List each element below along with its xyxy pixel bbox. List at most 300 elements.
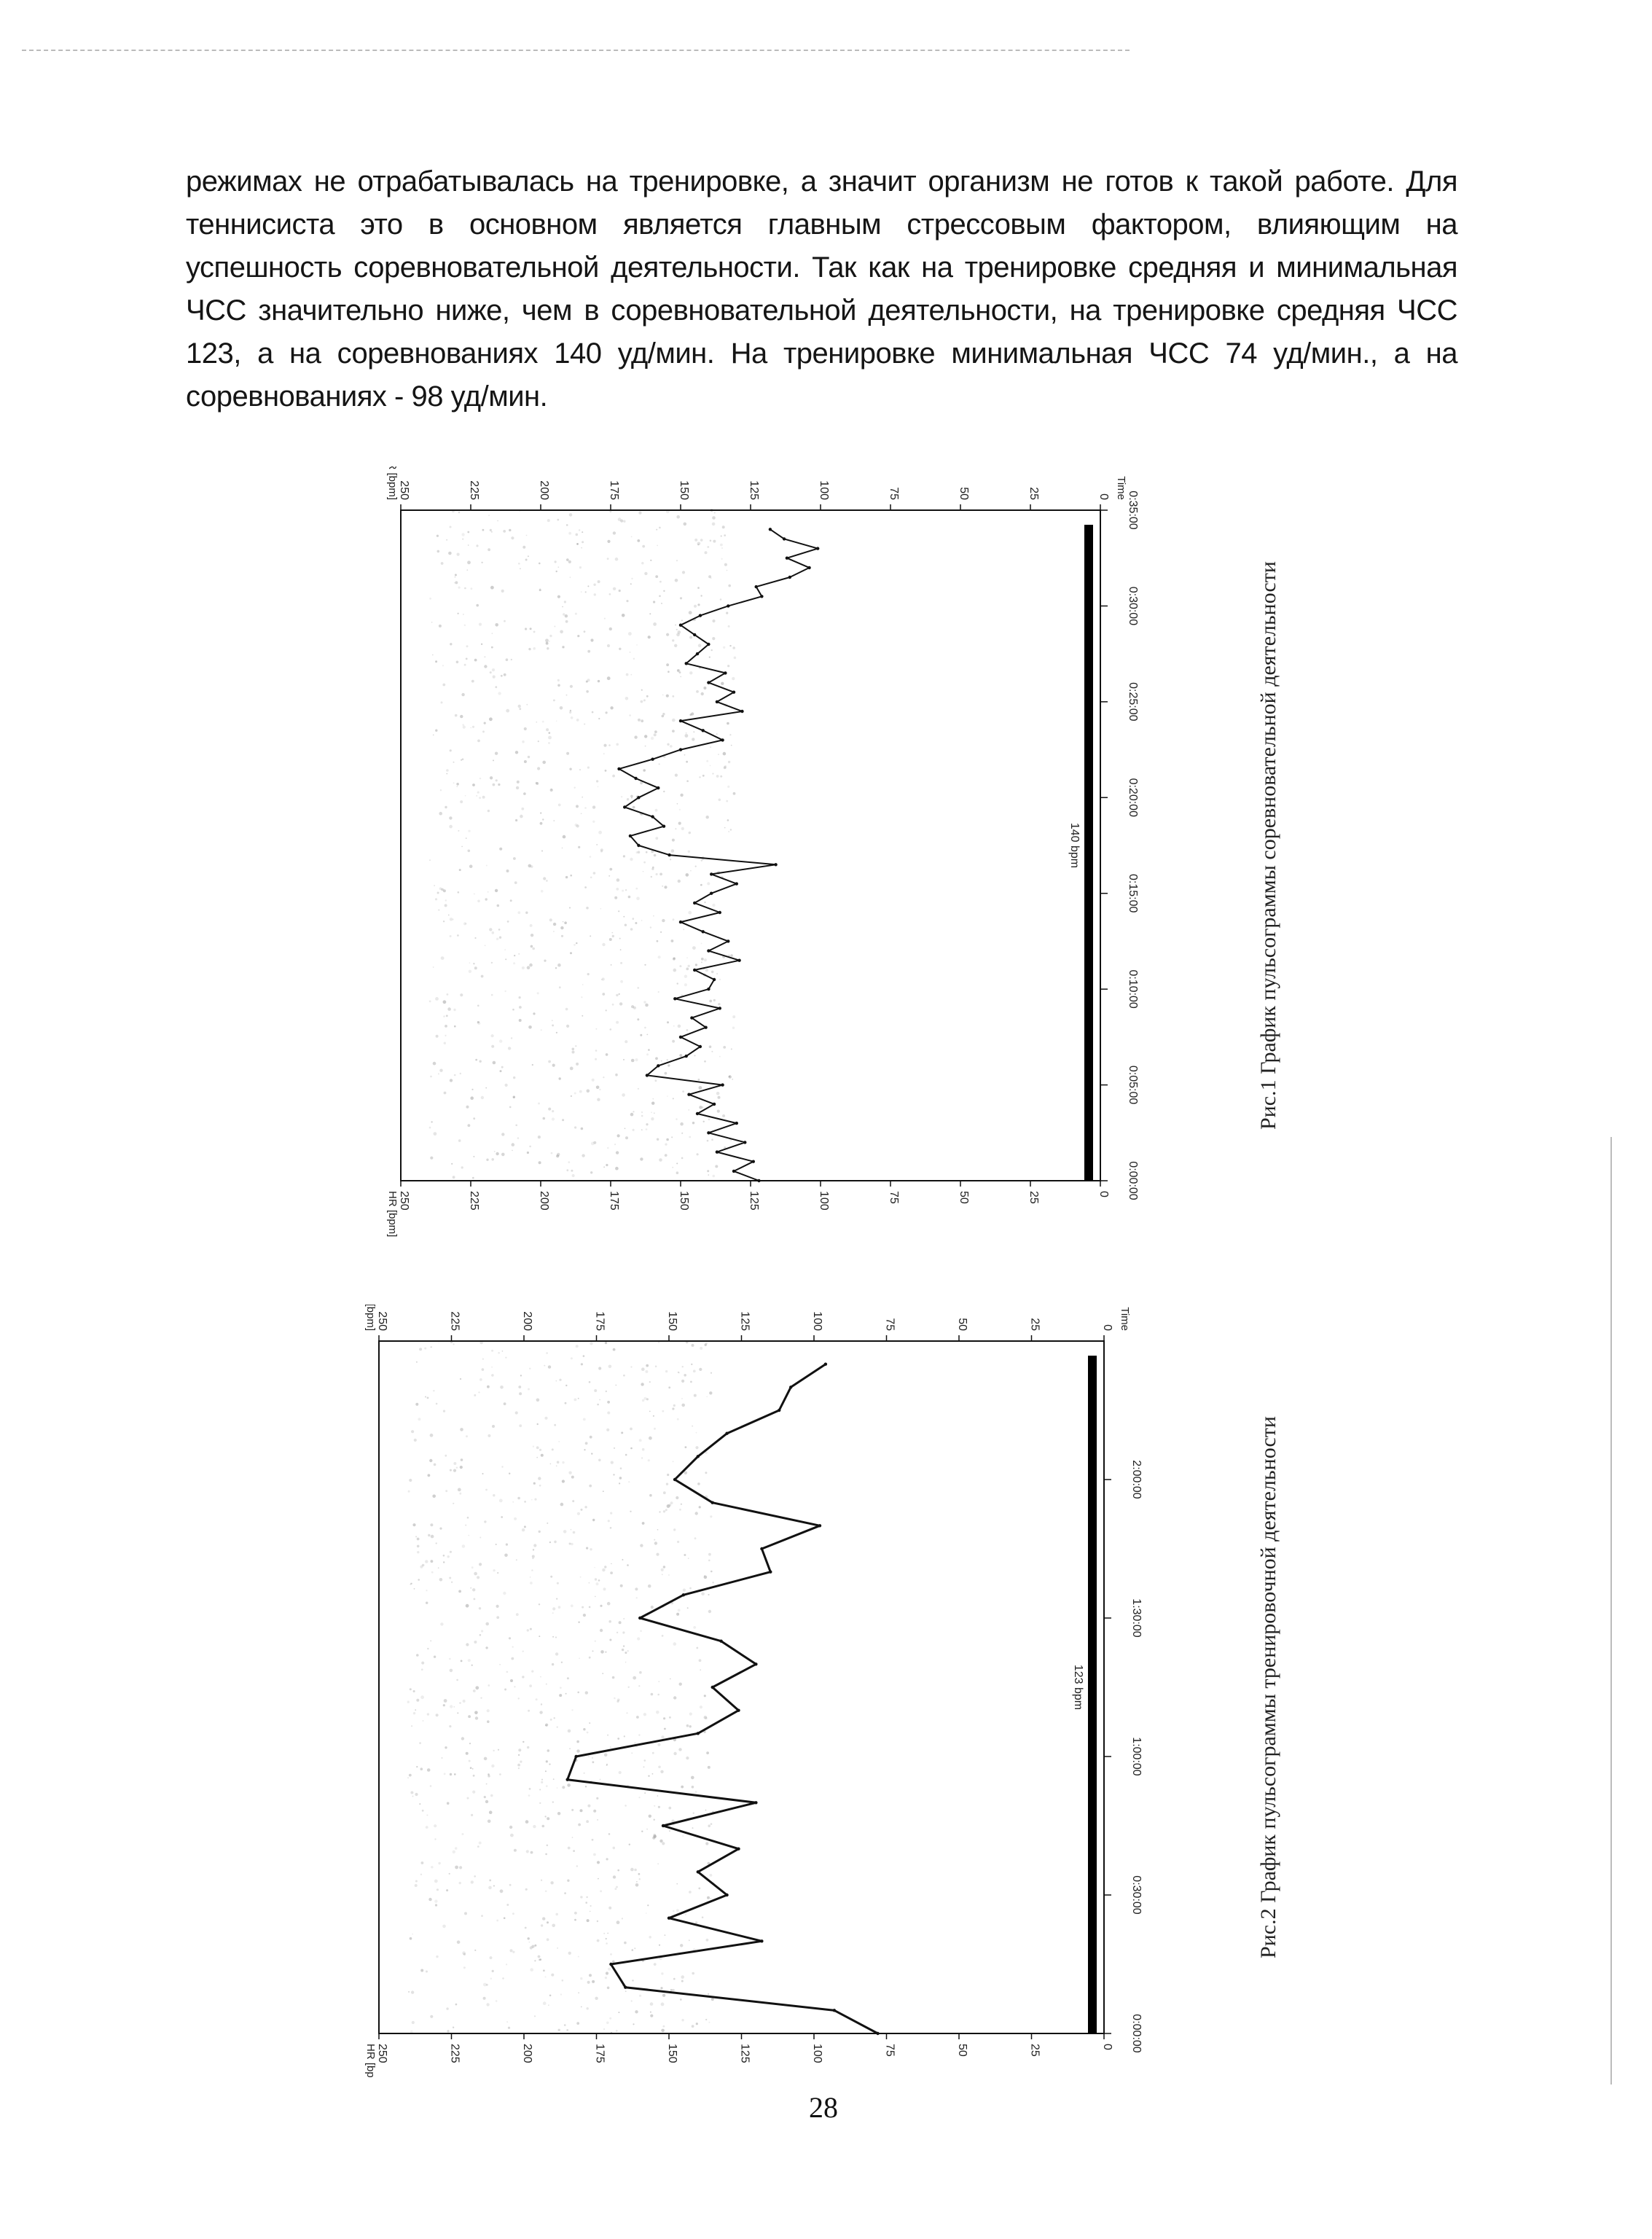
- noise-dot: [679, 965, 681, 967]
- noise-dot: [669, 1504, 672, 1507]
- hr-tick-label-bottom: 0: [1101, 2044, 1113, 2050]
- hr-point: [668, 1917, 670, 1920]
- noise-dot: [509, 1637, 511, 1639]
- noise-dot: [530, 924, 533, 927]
- noise-dot: [626, 673, 629, 676]
- noise-dot: [587, 2007, 589, 2009]
- noise-dot: [595, 1596, 596, 1598]
- noise-dot: [526, 1850, 529, 1853]
- noise-dot: [493, 759, 494, 761]
- hr-tick-label-bottom: 25: [1028, 2044, 1041, 2057]
- hr-point: [721, 1083, 724, 1086]
- noise-dot: [503, 1592, 506, 1595]
- noise-dot: [612, 935, 614, 937]
- figure-caption: Рис.2 График пульсограммы тренировочной деятельности: [1256, 1416, 1280, 1958]
- noise-dot: [482, 796, 485, 799]
- noise-dot: [557, 595, 560, 598]
- noise-dot: [426, 1826, 428, 1829]
- hr-point: [724, 671, 727, 674]
- noise-dot: [678, 1748, 681, 1751]
- noise-dot: [552, 1801, 554, 1802]
- hr-point: [769, 1571, 772, 1574]
- noise-dot: [640, 1630, 642, 1633]
- time-tick-label: 2:00:00: [1130, 1460, 1143, 1499]
- noise-dot: [564, 601, 566, 603]
- noise-dot: [677, 803, 678, 805]
- noise-dot: [465, 795, 466, 797]
- noise-dot: [728, 831, 729, 832]
- noise-dot: [493, 1569, 496, 1571]
- noise-dot: [434, 1899, 437, 1902]
- noise-dot: [657, 545, 658, 547]
- time-tick-label: 0:10:00: [1127, 969, 1139, 1009]
- noise-dot: [712, 904, 715, 907]
- noise-dot: [574, 1093, 576, 1095]
- noise-dot: [505, 1357, 506, 1359]
- noise-dot: [525, 628, 527, 630]
- hr-point: [657, 786, 659, 789]
- noise-dot: [473, 963, 474, 964]
- noise-dot: [547, 519, 550, 522]
- noise-dot: [649, 1381, 651, 1383]
- noise-dot: [421, 1668, 423, 1671]
- time-tick-label: 0:25:00: [1127, 682, 1139, 722]
- noise-dot: [493, 1886, 495, 1887]
- noise-dot: [684, 1374, 686, 1377]
- noise-dot: [453, 1706, 455, 1708]
- noise-dot: [460, 993, 463, 996]
- noise-dot: [428, 1534, 430, 1536]
- noise-dot: [568, 1472, 571, 1474]
- noise-dot: [616, 994, 618, 996]
- noise-dot: [682, 1090, 684, 1093]
- noise-dot: [590, 1171, 592, 1173]
- noise-dot: [606, 1164, 608, 1166]
- noise-dot: [635, 922, 637, 924]
- noise-dot: [657, 1138, 659, 1141]
- noise-dot: [630, 795, 633, 798]
- noise-dot: [658, 956, 661, 958]
- noise-dot: [408, 1991, 410, 1993]
- noise-dot: [466, 645, 469, 647]
- noise-dot: [546, 728, 549, 731]
- noise-dot: [701, 1593, 705, 1596]
- noise-dot: [638, 512, 641, 515]
- noise-dot: [598, 1579, 600, 1582]
- y-axis-label-bottom: HR [bpm]: [386, 1191, 399, 1238]
- noise-dot: [469, 970, 471, 973]
- noise-dot: [612, 1961, 615, 1963]
- noise-dot: [436, 1955, 438, 1958]
- noise-dot: [600, 1605, 602, 1607]
- noise-dot: [632, 1980, 633, 1981]
- noise-dot: [606, 1009, 607, 1011]
- noise-dot: [711, 1051, 713, 1052]
- plot-frame: [401, 510, 1100, 1181]
- noise-dot: [446, 1015, 448, 1017]
- noise-dot: [472, 1177, 474, 1179]
- noise-dot: [455, 581, 458, 584]
- noise-dot: [479, 1378, 482, 1381]
- hr-tick-label-bottom: 250: [398, 1191, 410, 1211]
- noise-dot: [727, 722, 729, 725]
- hr-tick-label-top: 125: [738, 1311, 751, 1331]
- noise-dot: [676, 633, 680, 637]
- noise-dot: [479, 797, 481, 799]
- hr-point: [707, 949, 710, 952]
- noise-dot: [727, 819, 729, 821]
- noise-dot: [481, 1630, 483, 1632]
- noise-dot: [522, 1651, 524, 1652]
- time-tick-label: 0:30:00: [1130, 1875, 1143, 1915]
- noise-dot: [447, 1007, 451, 1011]
- noise-dot: [409, 1479, 412, 1482]
- noise-dot: [691, 1776, 694, 1780]
- noise-dot: [695, 964, 697, 966]
- noise-dot: [576, 534, 579, 536]
- noise-dot: [589, 1722, 590, 1724]
- noise-dot: [641, 1831, 643, 1832]
- noise-dot: [569, 1543, 571, 1545]
- noise-dot: [495, 752, 498, 755]
- noise-dot: [474, 894, 475, 895]
- noise-dot: [539, 1958, 541, 1961]
- noise-dot: [470, 1096, 474, 1100]
- noise-dot: [432, 654, 434, 656]
- noise-dot: [619, 938, 621, 939]
- noise-dot: [586, 1896, 588, 1899]
- noise-dot: [600, 848, 603, 851]
- noise-dot: [623, 1645, 625, 1646]
- noise-dot: [460, 715, 463, 718]
- noise-dot: [477, 1845, 479, 1848]
- noise-dot: [625, 1128, 626, 1130]
- hr-point: [725, 1894, 728, 1896]
- noise-dot: [700, 1347, 702, 1350]
- body-paragraph: режимах не отрабатывалась на тренировке, а значит организм не готов к такой работе. Для теннисиста это в основном является главным стрессовым фактором, влияющим на успешность соревновательной деятельности. Так как на тренировке средняя и минимальная ЧСС значительно ниже, чем в соревновательной деятельности, на тренировке средняя ЧСС 123, а на соревнованиях 140 уд/мин. На тренировке минимальная ЧСС 74 уд/мин., а на соревнованиях - 98 уд/мин.: [186, 165, 1457, 413]
- noise-dot: [443, 1410, 445, 1412]
- noise-dot: [525, 1820, 529, 1824]
- noise-dot: [592, 1519, 595, 1521]
- noise-dot: [596, 780, 598, 782]
- noise-dot: [656, 529, 657, 531]
- noise-dot: [609, 628, 612, 630]
- noise-dot: [557, 1812, 560, 1815]
- noise-dot: [705, 551, 708, 554]
- hr-point: [760, 1547, 763, 1550]
- noise-dot: [614, 1888, 616, 1890]
- noise-dot: [480, 1697, 482, 1699]
- noise-dot: [546, 1684, 547, 1685]
- noise-dot: [685, 1446, 687, 1448]
- noise-dot: [512, 1009, 514, 1011]
- noise-dot: [563, 646, 565, 649]
- noise-dot: [665, 1370, 668, 1372]
- noise-dot: [470, 1767, 472, 1769]
- noise-dot: [719, 799, 721, 802]
- hr-point: [690, 1016, 693, 1019]
- noise-dot: [515, 1411, 518, 1414]
- noise-dot: [707, 546, 709, 548]
- noise-dot: [594, 1567, 595, 1568]
- noise-dot: [562, 1980, 564, 1982]
- noise-dot: [659, 1158, 662, 1162]
- noise-dot: [631, 578, 633, 579]
- hr-point: [702, 930, 705, 933]
- noise-dot: [734, 657, 737, 660]
- noise-dot: [557, 1727, 558, 1728]
- noise-dot: [645, 1004, 649, 1007]
- noise-dot: [479, 1563, 482, 1566]
- noise-dot: [529, 1368, 531, 1369]
- noise-dot: [610, 1512, 612, 1515]
- time-bar: [1084, 525, 1093, 1181]
- noise-dot: [475, 1686, 479, 1689]
- noise-dot: [702, 1916, 704, 1918]
- noise-dot: [609, 1639, 611, 1641]
- noise-dot: [678, 1025, 681, 1028]
- noise-dot: [695, 866, 697, 867]
- noise-dot: [476, 544, 478, 547]
- noise-dot: [602, 1568, 605, 1571]
- noise-dot: [690, 1381, 692, 1383]
- noise-dot: [634, 1947, 635, 1949]
- noise-dot: [659, 1945, 660, 1946]
- noise-dot: [620, 1467, 622, 1469]
- noise-dot: [721, 547, 723, 549]
- noise-dot: [538, 1103, 540, 1105]
- noise-dot: [438, 1342, 439, 1343]
- noise-dot: [525, 1927, 527, 1929]
- noise-dot: [619, 993, 620, 995]
- noise-dot: [581, 1128, 584, 1130]
- noise-dot: [607, 644, 610, 647]
- noise-dot: [541, 851, 543, 852]
- noise-dot: [464, 625, 466, 626]
- noise-dot: [484, 722, 486, 724]
- noise-dot: [455, 574, 457, 576]
- noise-dot: [453, 782, 455, 784]
- noise-dot: [418, 1579, 420, 1581]
- noise-dot: [532, 1555, 535, 1558]
- noise-dot: [651, 1111, 652, 1113]
- noise-dot: [533, 1012, 535, 1015]
- noise-dot: [597, 1920, 598, 1922]
- noise-dot: [445, 1035, 446, 1036]
- noise-dot: [450, 935, 452, 937]
- noise-dot: [663, 1491, 666, 1494]
- noise-dot: [609, 938, 612, 941]
- hr-point: [637, 844, 640, 847]
- noise-dot: [646, 1034, 648, 1036]
- noise-dot: [437, 1888, 439, 1891]
- noise-dot: [591, 1453, 592, 1454]
- noise-dot: [437, 550, 440, 553]
- noise-dot: [587, 1919, 590, 1922]
- noise-dot: [610, 1028, 612, 1031]
- hr-point: [713, 1103, 716, 1106]
- noise-dot: [701, 958, 704, 961]
- noise-dot: [477, 1576, 479, 1579]
- hr-point: [711, 1686, 714, 1689]
- noise-dot: [470, 727, 471, 729]
- noise-dot: [553, 700, 555, 702]
- noise-dot: [502, 1351, 504, 1352]
- hr-point: [737, 1848, 740, 1851]
- noise-dot: [679, 1054, 682, 1057]
- noise-dot: [594, 593, 596, 595]
- noise-dot: [431, 1346, 432, 1348]
- noise-dot: [547, 1938, 549, 1941]
- noise-dot: [541, 1454, 544, 1457]
- noise-dot: [491, 646, 493, 649]
- noise-dot: [671, 939, 674, 942]
- noise-dot: [454, 1025, 456, 1028]
- noise-dot: [598, 831, 602, 835]
- noise-dot: [458, 613, 459, 614]
- noise-dot: [662, 919, 665, 922]
- noise-dot: [681, 1133, 683, 1134]
- noise-dot: [410, 1583, 412, 1585]
- noise-dot: [629, 1844, 630, 1845]
- noise-dot: [681, 2019, 684, 2021]
- hr-tick-label-top: 200: [538, 480, 550, 500]
- noise-dot: [531, 1671, 533, 1673]
- noise-dot: [522, 1741, 524, 1743]
- noise-dot: [629, 714, 631, 716]
- noise-dot: [673, 1696, 676, 1699]
- noise-dot: [625, 924, 627, 926]
- noise-dot: [595, 1050, 598, 1052]
- noise-dot: [549, 1541, 551, 1543]
- noise-dot: [569, 907, 571, 909]
- noise-dot: [495, 623, 498, 627]
- noise-dot: [671, 1136, 673, 1138]
- noise-dot: [710, 1898, 712, 1899]
- noise-dot: [545, 1770, 547, 1772]
- noise-dot: [622, 1649, 624, 1651]
- noise-dot: [616, 743, 619, 746]
- noise-dot: [694, 1055, 695, 1056]
- noise-dot: [468, 544, 469, 546]
- noise-dot: [509, 1473, 510, 1474]
- hr-tick-label-top: 175: [608, 480, 620, 500]
- noise-dot: [711, 971, 714, 974]
- noise-dot: [557, 1153, 560, 1156]
- noise-dot: [586, 1820, 589, 1823]
- noise-dot: [679, 809, 681, 810]
- noise-dot: [688, 911, 692, 915]
- noise-dot: [658, 1681, 659, 1682]
- noise-dot: [659, 1840, 662, 1843]
- noise-dot: [606, 1938, 607, 1939]
- noise-dot: [426, 1815, 428, 1816]
- noise-dot: [458, 891, 460, 894]
- hr-point: [696, 652, 699, 655]
- noise-dot: [642, 1399, 644, 1402]
- noise-dot: [693, 1813, 694, 1814]
- noise-dot: [484, 665, 487, 668]
- noise-dot: [481, 975, 484, 978]
- noise-dot: [453, 1503, 454, 1504]
- hr-tick-label-top: 225: [448, 1311, 461, 1331]
- noise-dot: [641, 719, 643, 722]
- noise-dot: [557, 1582, 559, 1585]
- noise-dot: [689, 636, 692, 639]
- noise-dot: [593, 872, 596, 875]
- noise-dot: [512, 1150, 513, 1152]
- noise-dot: [705, 1810, 707, 1811]
- noise-dot: [587, 1805, 590, 1808]
- noise-dot: [641, 689, 643, 691]
- noise-dot: [514, 1849, 517, 1852]
- noise-dot: [627, 1650, 629, 1652]
- noise-dot: [641, 562, 643, 564]
- noise-dot: [663, 1717, 665, 1719]
- noise-dot: [700, 884, 702, 886]
- noise-dot: [517, 781, 520, 784]
- noise-dot: [684, 754, 686, 756]
- noise-dot: [481, 644, 482, 645]
- noise-dot: [638, 1088, 639, 1090]
- noise-dot: [431, 1866, 433, 1868]
- noise-dot: [491, 1374, 494, 1377]
- noise-dot: [692, 1827, 694, 1829]
- noise-dot: [550, 1464, 552, 1465]
- noise-dot: [673, 1098, 674, 1099]
- noise-dot: [593, 1853, 596, 1856]
- hr-tick-label-top: 125: [748, 480, 760, 500]
- noise-dot: [648, 636, 651, 638]
- noise-dot: [684, 1554, 686, 1556]
- noise-dot: [697, 542, 701, 546]
- noise-dot: [438, 1073, 439, 1074]
- noise-dot: [463, 1700, 466, 1703]
- noise-dot: [584, 807, 587, 809]
- noise-dot: [583, 1728, 585, 1730]
- noise-dot: [557, 1461, 560, 1464]
- noise-dot: [674, 644, 677, 647]
- noise-dot: [491, 1350, 493, 1352]
- hr-point: [876, 2032, 879, 2035]
- noise-dot: [606, 1053, 608, 1056]
- noise-dot: [615, 558, 619, 561]
- noise-dot: [430, 1785, 432, 1787]
- noise-dot: [491, 1765, 494, 1767]
- noise-dot: [466, 569, 468, 571]
- noise-dot: [569, 1748, 571, 1749]
- noise-dot: [608, 1620, 611, 1623]
- noise-dot: [565, 614, 568, 617]
- hr-point: [624, 1986, 627, 1989]
- noise-dot: [623, 1059, 625, 1060]
- noise-dot: [501, 1133, 504, 1136]
- noise-dot: [471, 680, 474, 683]
- noise-dot: [700, 1705, 702, 1708]
- noise-dot: [606, 1765, 608, 1766]
- noise-dot: [585, 1786, 587, 1787]
- noise-dot: [672, 719, 676, 722]
- noise-dot: [721, 558, 723, 560]
- noise-dot: [441, 888, 444, 891]
- noise-dot: [625, 1652, 627, 1654]
- noise-dot: [506, 1963, 507, 1965]
- noise-dot: [439, 1069, 442, 1072]
- noise-dot: [560, 926, 563, 929]
- noise-dot: [482, 1473, 484, 1474]
- noise-dot: [504, 949, 506, 950]
- noise-dot: [561, 1662, 563, 1663]
